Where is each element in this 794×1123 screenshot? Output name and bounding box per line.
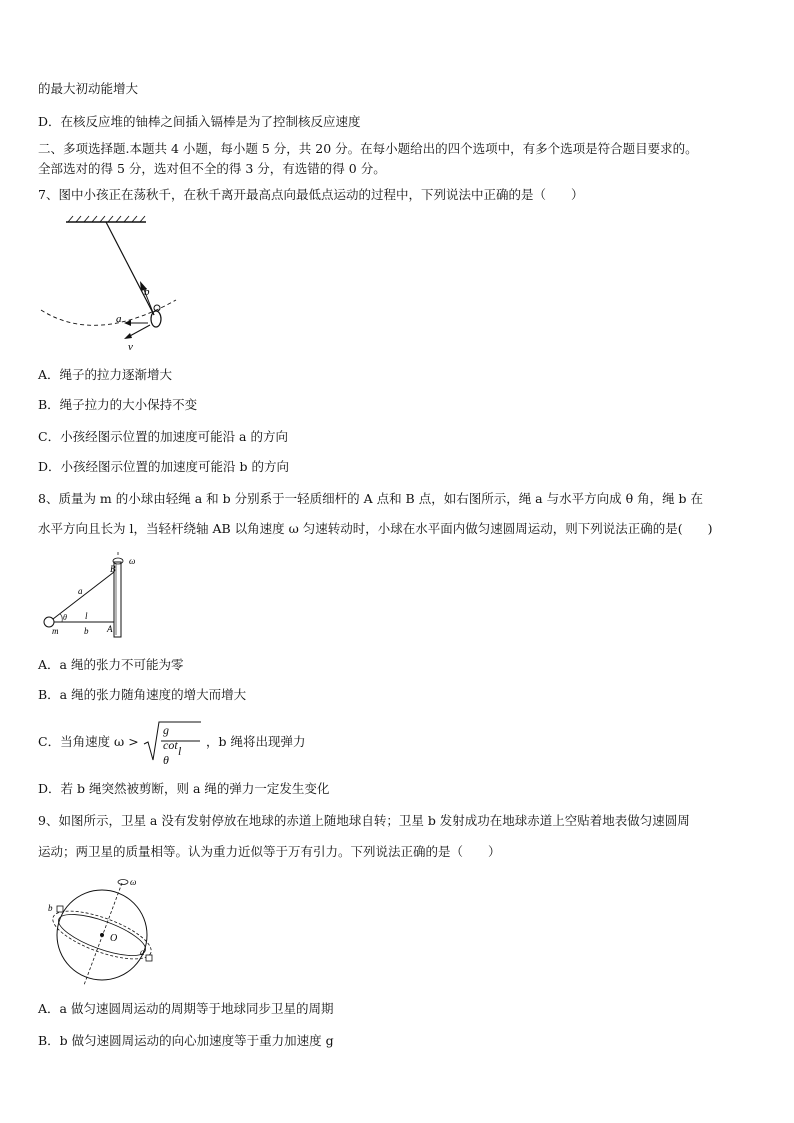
q8-option-a: A．a 绳的张力不可能为零 <box>38 657 184 672</box>
label-A: A <box>107 624 113 634</box>
q8-option-d: D．若 b 绳突然被剪断，则 a 绳的弹力一定发生变化 <box>38 781 330 796</box>
question-8-line1: 8、质量为 m 的小球由轻绳 a 和 b 分别系于一轻质细杆的 A 点和 B 点，如右图所示，绳 a 与水平方向成 θ 角，绳 b 在 <box>38 491 704 506</box>
q8c-suffix: ，b 绳将出现弹力 <box>206 734 306 749</box>
q7-option-a: A．绳子的拉力逐渐增大 <box>38 367 173 382</box>
label-b: b <box>84 626 89 636</box>
question-8-line2: 水平方向且长为 l，当轻杆绕轴 AB 以角速度 ω 匀速转动时，小球在水平面内做匀速圆周运动，则下列说法正确的是( ) <box>38 521 713 536</box>
label-omega: ω <box>130 877 137 887</box>
label-theta: θ <box>63 613 67 622</box>
q7-option-c: C．小孩经图示位置的加速度可能沿 a 的方向 <box>38 429 288 444</box>
label-O: O <box>110 933 118 944</box>
question-9-line1: 9、如图所示，卫星 a 没有发射停放在地球的赤道上随地球自转；卫星 b 发射成功在地球赤道上空贴着地表做匀速圆周 <box>38 813 690 828</box>
label-v: v <box>128 341 133 353</box>
label-l: l <box>85 611 88 621</box>
option-d-prev: D．在核反应堆的铀棒之间插入镉棒是为了控制核反应速度 <box>38 114 361 129</box>
label-a: a <box>140 947 145 957</box>
section-heading: 二、多项选择题.本题共 4 小题，每小题 5 分，共 20 分。在每小题给出的四个选项中，有多个选项是符合题目要求的。 <box>38 141 698 156</box>
q7-option-b: B．绳子拉力的大小保持不变 <box>38 397 198 412</box>
label-b: b <box>48 903 53 913</box>
label-a: a <box>78 586 83 596</box>
q9-option-b: B．b 做匀速圆周运动的向心加速度等于重力加速度 g <box>38 1033 334 1048</box>
q8c-numerator: g cot θ <box>163 723 178 767</box>
q8-option-b: B．a 绳的张力随角速度的增大而增大 <box>38 687 247 702</box>
label-b: b <box>144 286 150 298</box>
text-line: 的最大初动能增大 <box>38 81 139 96</box>
question-9-line2: 运动；两卫星的质量相等。认为重力近似等于万有引力。下列说法正确的是（ ） <box>38 844 501 859</box>
label-omega: ω <box>129 556 136 566</box>
q8c-denominator: l <box>178 744 182 758</box>
q9-option-a: A．a 做匀速圆周运动的周期等于地球同步卫星的周期 <box>38 1001 334 1016</box>
label-B: B <box>110 564 116 574</box>
figure-swing <box>36 215 206 355</box>
question-7: 7、图中小孩正在荡秋千，在秋千离开最高点向最低点运动的过程中，下列说法中正确的是（ ） <box>38 187 584 202</box>
label-m: m <box>52 626 59 636</box>
figure-rod <box>36 552 166 642</box>
q7-option-d: D．小孩经图示位置的加速度可能沿 b 的方向 <box>38 459 289 474</box>
figure-earth <box>40 873 170 988</box>
q8c-prefix: C．当角速度 ω > <box>38 734 139 749</box>
label-a: a <box>116 313 122 325</box>
section-scoring: 全部选对的得 5 分，选对但不全的得 3 分，有选错的得 0 分。 <box>38 161 386 176</box>
